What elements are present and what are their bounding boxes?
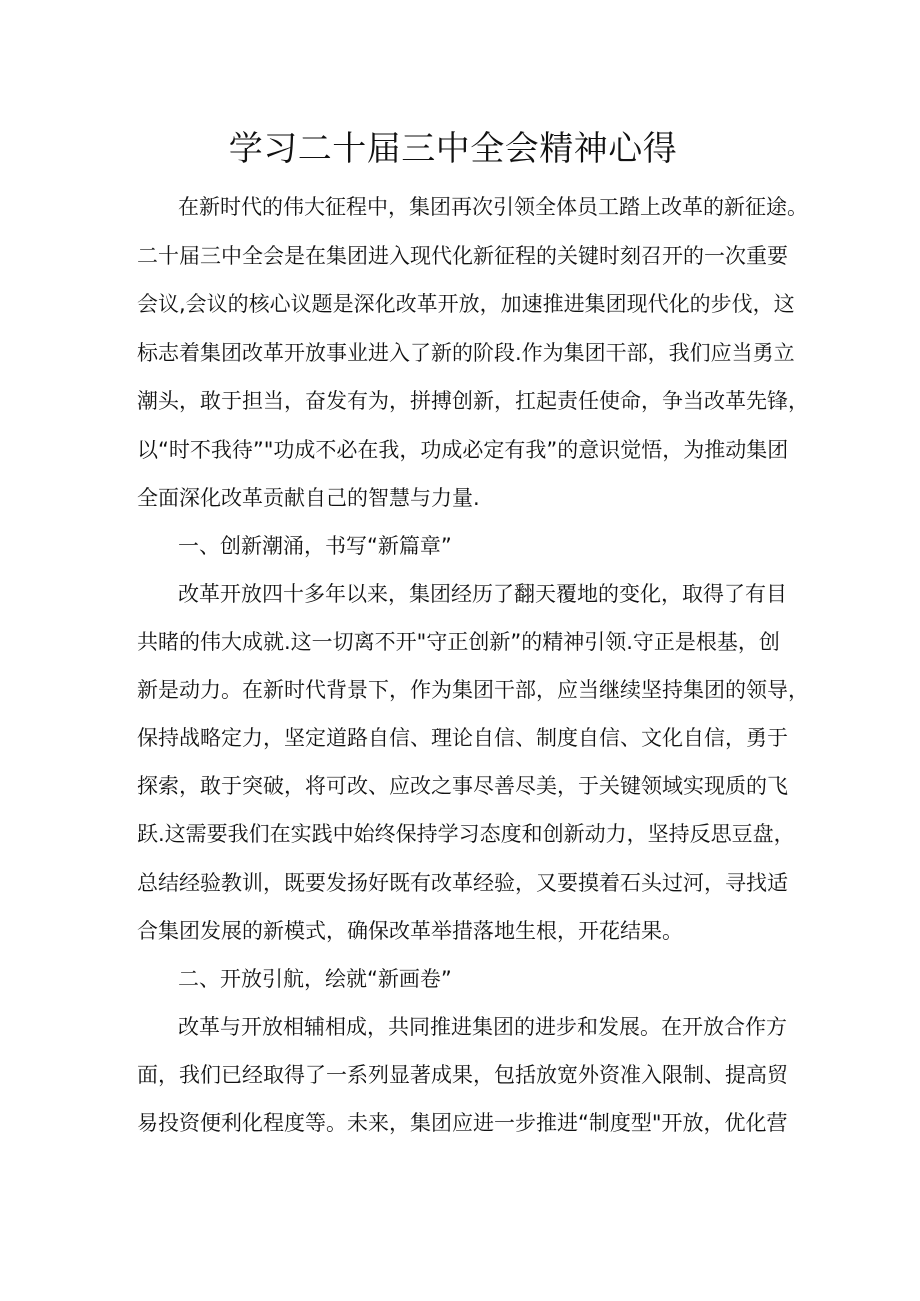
paragraph-1-line-5: 潮头，敢于担当，奋发有为，拼搏创新，扛起责任使命，争当改革先锋， (137, 389, 809, 413)
paragraph-3-line-1: 改革与开放相辅相成，共同推进集团的进步和发展。在开放合作方 (178, 1015, 787, 1039)
paragraph-2-line-6: 跃.这需要我们在实践中始终保持学习态度和创新动力，坚持反思豆盘， (137, 822, 795, 846)
paragraph-2-line-5: 探索，敢于突破，将可改、应改之事尽善尽美，于关键领域实现质的飞 (137, 774, 788, 798)
document-title: 学习二十届三中全会精神心得 (228, 129, 678, 169)
paragraph-1-line-1: 在新时代的伟大征程中，集团再次引领全体员工踏上改革的新征途。 (178, 195, 808, 219)
paragraph-3-line-2: 面，我们已经取得了一系列显著成果，包括放宽外资准入限制、提高贸 (137, 1063, 788, 1087)
paragraph-2-line-1: 改革开放四十多年以来，集团经历了翻天覆地的变化，取得了有目 (178, 582, 787, 606)
section-heading-1: 一、创新潮涌，书写“新篇章” (178, 534, 452, 558)
paragraph-2-line-3: 新是动力。在新时代背景下，作为集团干部，应当继续坚持集团的领导， (137, 678, 809, 702)
paragraph-1-line-4: 标志着集团改革开放事业进入了新的阶段.作为集团干部，我们应当勇立 (137, 341, 795, 365)
paragraph-3-line-3: 易投资便利化程度等。未来，集团应进一步推进“制度型"开放，优化营 (137, 1111, 788, 1135)
paragraph-1-line-3: 会议,会议的核心议题是深化改革开放，加速推进集团现代化的步伐，这 (137, 292, 795, 316)
paragraph-2-line-8: 合集团发展的新模式，确保改革举措落地生根，开花结果。 (137, 919, 683, 943)
paragraph-1-line-2: 二十届三中全会是在集团进入现代化新征程的关键时刻召开的一次重要 (137, 244, 788, 268)
paragraph-2-line-4: 保持战略定力，坚定道路自信、理论自信、制度自信、文化自信，勇于 (137, 726, 788, 750)
paragraph-2-line-7: 总结经验教训，既要发扬好既有改革经验，又要摸着石头过河，寻找适 (137, 871, 788, 895)
paragraph-2-line-2: 共睹的伟大成就.这一切离不开"守正创新”的精神引领.守正是根基，创 (137, 630, 780, 654)
section-heading-2: 二、开放引航，绘就“新画卷” (178, 967, 452, 991)
paragraph-1-line-7: 全面深化改革贡献自己的智慧与力量. (137, 486, 480, 510)
paragraph-1-line-6: 以“时不我待”"功成不必在我，功成必定有我”的意识觉悟，为推动集团 (137, 438, 789, 462)
